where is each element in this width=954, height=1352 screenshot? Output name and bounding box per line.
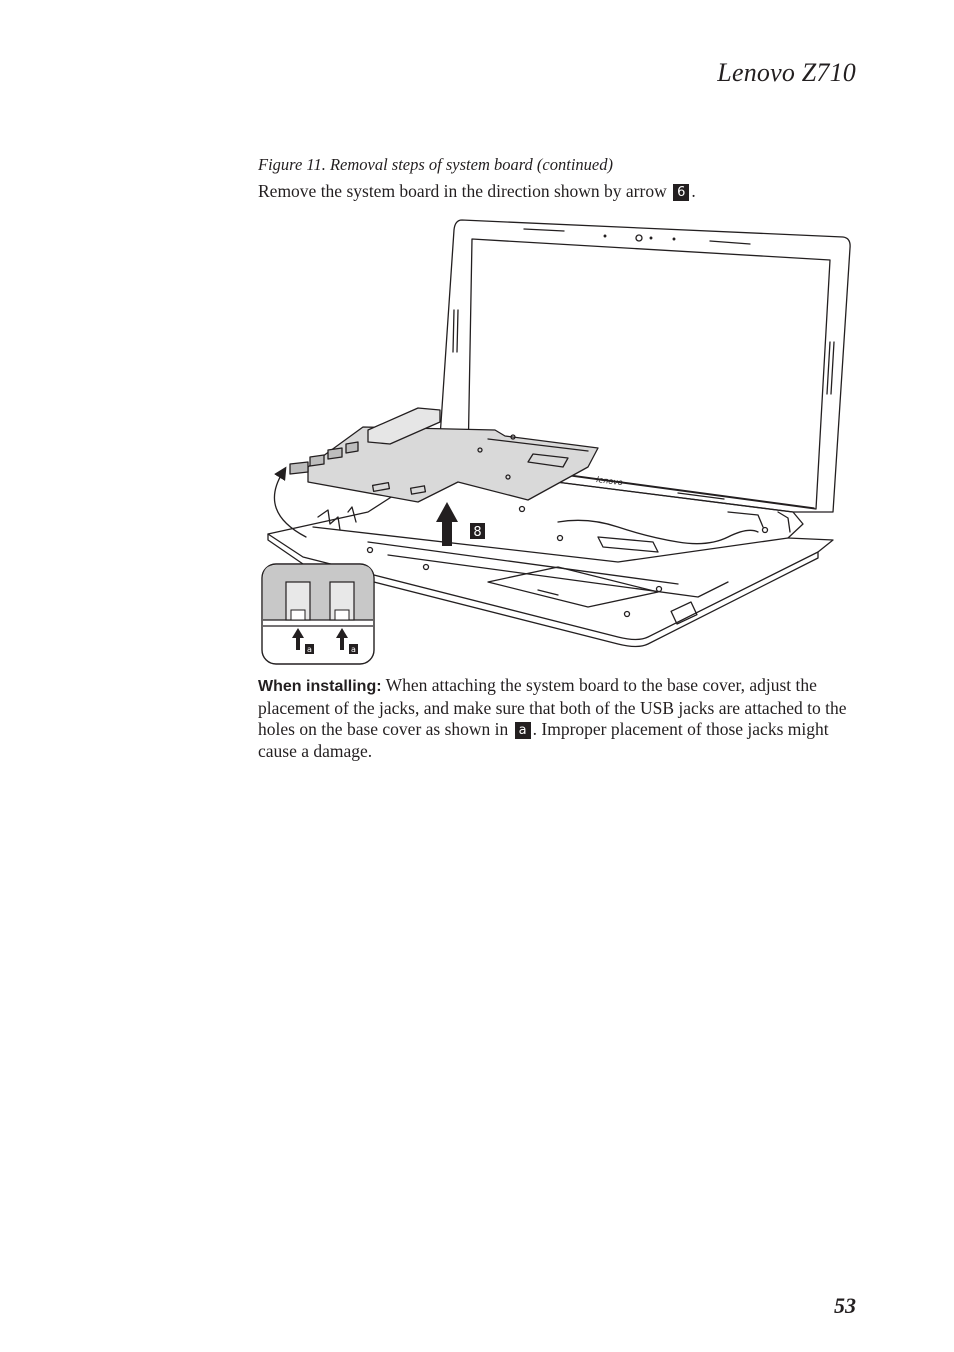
system-board-removal-illustration [258,212,858,671]
webcam-icon [636,235,642,241]
instruction-text-after: . [691,181,696,201]
instruction-text-before: Remove the system board in the direction shown by arrow [258,181,667,201]
instruction-text [258,181,696,202]
note-text-before: When attaching the system board to the base cover, adjust the placement of the jacks, and make sure that both of the USB jacks are attached to the holes on the base cover as shown in [258,675,847,740]
figure-caption: Figure 11. Removal steps of system board (continued) [258,155,613,174]
note-label: When installing: [258,678,382,695]
note-text-after: . Improper placement of those jacks might cause a damage. [258,719,829,761]
callout-badge-8: 8 [473,525,482,540]
system-board [308,427,598,502]
installation-note [258,675,858,762]
removal-arrow [436,502,458,546]
usb-jack-detail-inset [262,564,374,664]
callout-badge-a-left: a [307,645,312,654]
callout-badge-6: 6 [673,184,689,201]
bezel-logo: lenovo [595,475,624,488]
page-header-title: Lenovo Z710 [717,58,856,87]
callout-badge-a-right: a [351,645,356,654]
page-number: 53 [834,1293,856,1318]
callout-badge-a: a [515,722,531,739]
